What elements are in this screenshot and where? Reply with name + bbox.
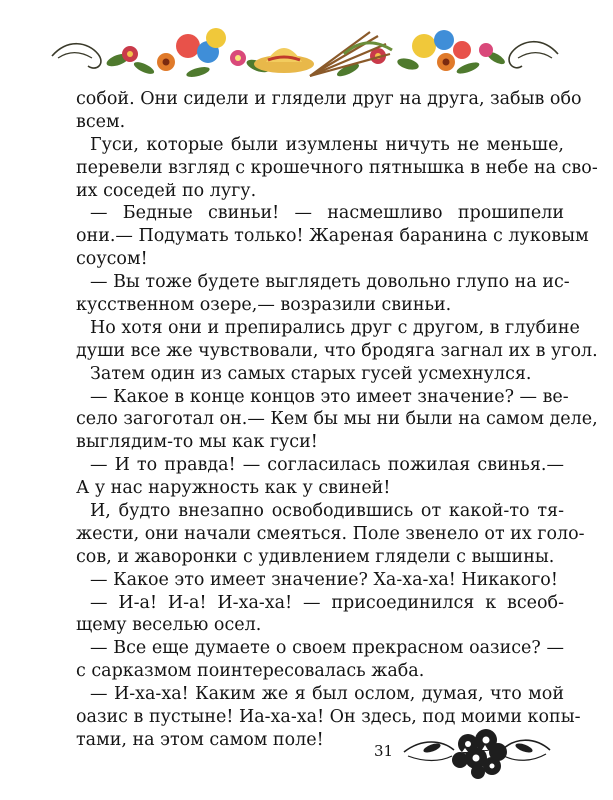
- text-line: их соседей по лугу.: [76, 180, 257, 201]
- text-line: сов, и жаворонки с удивлением глядели с вышины.: [76, 546, 555, 567]
- page-number: 31: [374, 742, 394, 760]
- text-line: всем.: [76, 111, 126, 132]
- text-line: — Вы тоже будете выглядеть довольно глупо на ис-: [90, 272, 570, 293]
- text-line: И, будто внезапно освободившись от какой-то тя-: [90, 501, 564, 522]
- text-line: кусственном озере,— возразили свиньи.: [76, 295, 452, 316]
- page-text: [76, 88, 598, 752]
- text-line: жести, они начали смеяться. Поле звенело от их голо-: [76, 523, 585, 544]
- text-line: соусом!: [76, 249, 148, 270]
- text-line: они.— Подумать только! Жареная баранина с луковым: [76, 226, 589, 247]
- text-line: — Все еще думаете о своем прекрасном оазисе? —: [90, 638, 564, 659]
- text-line: — Бедные свиньи! — насмешливо прошипели: [90, 203, 564, 224]
- text-line: — Какое в конце концов это имеет значение? — ве-: [90, 386, 569, 407]
- text-line: — И-а! И-а! И-ха-ха! — присоединился к всеоб-: [90, 592, 564, 613]
- text-line: с сарказмом поинтересовалась жаба.: [76, 661, 425, 682]
- text-line: Затем один из самых старых гусей усмехнулся.: [90, 363, 532, 384]
- text-line: — И-ха-ха! Каким же я был ослом, думая, что мой: [90, 684, 564, 705]
- text-line: души все же чувствовали, что бродяга загнал их в угол.: [76, 340, 598, 361]
- flower-cluster-icon: [398, 722, 556, 782]
- text-line: оазис в пустыне! Иа-ха-ха! Он здесь, под моими копы-: [76, 707, 581, 728]
- text-line: перевели взгляд с крошечного пятнышка в небе на сво-: [76, 157, 598, 178]
- text-line: — Какое это имеет значение? Ха-ха-ха! Никакого!: [90, 569, 558, 590]
- text-line: выглядим-то мы как гуси!: [76, 432, 318, 453]
- text-line: А у нас наружность как у свиней!: [76, 478, 391, 499]
- text-line: село загоготал он.— Кем бы мы ни были на самом деле,: [76, 409, 598, 430]
- text-line: тами, на этом самом поле!: [76, 729, 324, 750]
- text-line: собой. Они сидели и глядели друг на друга, забыв обо: [76, 89, 582, 109]
- text-line: щему веселью осел.: [76, 615, 262, 636]
- floral-garland-icon: [48, 28, 562, 90]
- text-line: — И то правда! — согласилась пожилая свинья.—: [90, 455, 564, 476]
- text-line: Гуси, которые были изумлены ничуть не меньше,: [90, 134, 564, 155]
- text-line: Но хотя они и препирались друг с другом, в глубине: [90, 317, 580, 338]
